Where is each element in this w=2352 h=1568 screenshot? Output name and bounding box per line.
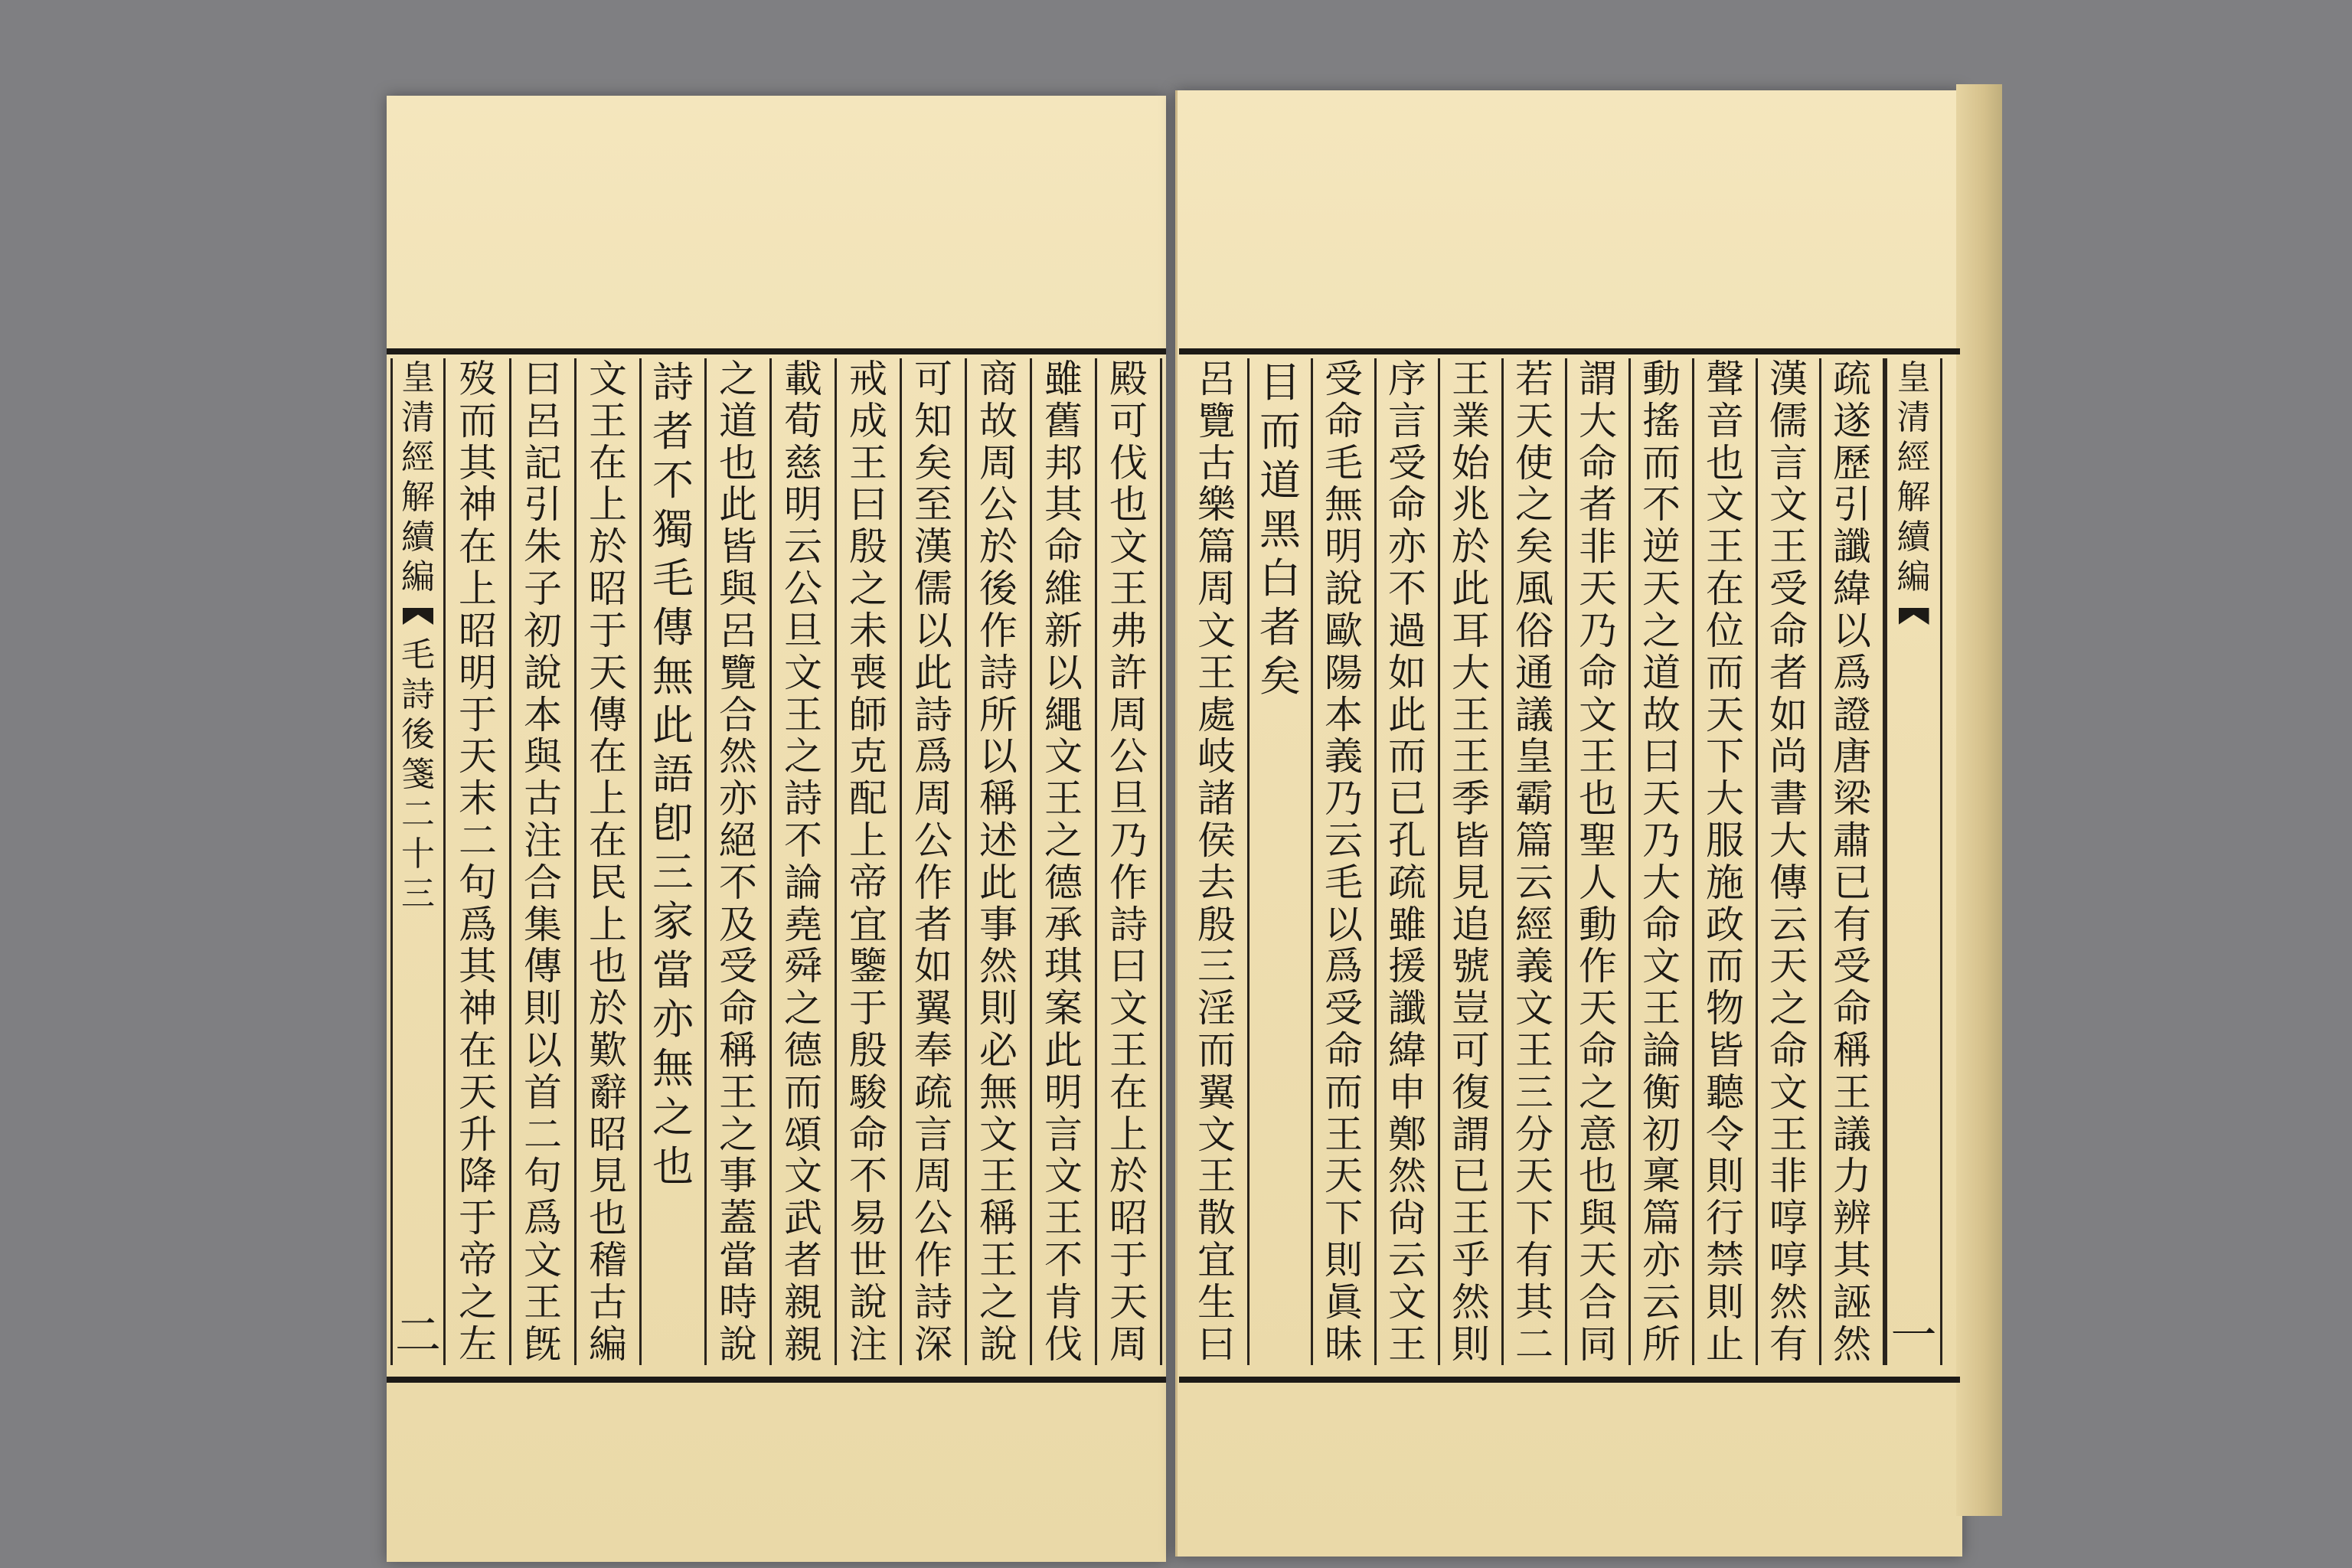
fishtail-mark [1899,608,1929,625]
fishtail-mark [403,608,433,625]
right-page-text-column: 受 命 毛 無 明 說 歐 陽 本 義 乃 云 毛 以 爲 受 命 而 王 天 下 則 眞 昧 [1313,358,1377,1365]
right-page-number: 一 [1890,1309,1937,1363]
right-page-margin-column [1885,358,1942,1365]
right-page-text-column: 謂 大 命 者 非 天 乃 命 文 王 也 聖 人 動 作 天 命 之 意 也 與 天 合 同 [1567,358,1631,1365]
left-page-text-column: 載 荀 慈 明 云 公 旦 文 王 之 詩 不 論 堯 舜 之 德 而 頌 文 武 者 親 親 [772,358,837,1365]
left-page-text-column: 可 知 矣 至 漢 儒 以 此 詩 爲 周 公 作 者 如 翼 奉 疏 言 周 公 作 詩 深 [902,358,967,1365]
right-page-text-column: 呂 覽 古 樂 篇 周 文 王 處 岐 諸 侯 去 殷 三 淫 而 翼 文 王 散 宜 生 曰 [1186,358,1250,1365]
left-page-text-column: 雖 舊 邦 其 命 維 新 以 繩 文 王 之 德 承 琪 案 此 明 言 文 王 不 肯 伐 [1032,358,1097,1365]
left-page-margin-column [390,358,446,1365]
left-page-text-column: 詩 者 不 獨 毛 傳 無 此 語 卽 三 家 當 亦 無 之 也 [642,358,707,1365]
right-page-text-column: 若 天 使 之 矣 風 俗 通 議 皇 霸 篇 云 經 義 文 王 三 分 天 下 有 其 二 [1504,358,1567,1365]
left-page-text-column: 殿 可 伐 也 文 王 弗 許 周 公 旦 乃 作 詩 曰 文 王 在 上 於 昭 于 天 周 [1097,358,1162,1365]
left-page-text-column: 商 故 周 公 於 後 作 詩 所 以 稱 述 此 事 然 則 必 無 文 王 稱 王 之 說 [967,358,1032,1365]
left-page-text-column: 曰 呂 記 引 朱 子 初 說 本 與 古 注 合 集 傳 則 以 首 二 句 爲 文 王 旣 [511,358,577,1365]
right-page-text-column: 目 而 道 黑 白 者 矣 [1250,358,1313,1365]
left-page-text-column: 歿 而 其 神 在 上 昭 明 于 天 末 二 句 爲 其 神 在 天 升 降 于 帝 之 左 [446,358,511,1365]
right-page-text-column: 王 業 始 兆 於 此 耳 大 王 王 季 皆 見 追 號 豈 可 復 謂 已 王 乎 然 則 [1440,358,1504,1365]
left-page-text-column: 文 王 在 上 於 昭 于 天 傳 在 上 在 民 上 也 於 歎 辭 昭 見 也 稽 古 編 [577,358,642,1365]
right-page-text-column: 序 言 受 命 亦 不 過 如 此 而 已 孔 疏 雖 援 讖 緯 申 鄭 然 尙 云 文 王 [1377,358,1440,1365]
right-page-text-column: 動 搖 而 不 逆 天 之 道 故 曰 天 乃 大 命 文 王 論 衡 初 稟 篇 亦 云 所 [1631,358,1694,1365]
page-edge [1956,84,2002,1516]
left-page-number: 二 [395,1309,441,1363]
left-margin-section: 毛 詩 後 箋 二 十 三 [401,635,435,913]
left-page-text-column: 戒 成 王 曰 殷 之 未 喪 師 克 配 上 帝 宜 鑒 于 殷 駿 命 不 易 世 說 注 [837,358,902,1365]
left-page-text-column: 之 道 也 此 皆 與 呂 覽 合 然 亦 絕 不 及 受 命 稱 王 之 事 蓋 當 時 說 [707,358,772,1365]
right-page-text-column: 聲 音 也 文 王 在 位 而 天 下 大 服 施 政 而 物 皆 聽 令 則 行 禁 則 止 [1694,358,1758,1365]
left-margin-title: 皇 清 經 解 續 編 [401,358,435,596]
right-page-text-column: 漢 儒 言 文 王 受 命 者 如 尚 書 大 傳 云 天 之 命 文 王 非 啍 啍 然 有 [1758,358,1821,1365]
right-page-text-column: 疏 遂 歷 引 讖 緯 以 爲 證 唐 梁 肅 已 有 受 命 稱 王 議 力 辨 其 誣 然 [1821,358,1885,1365]
right-margin-title: 皇 清 經 解 續 編 [1896,358,1931,596]
